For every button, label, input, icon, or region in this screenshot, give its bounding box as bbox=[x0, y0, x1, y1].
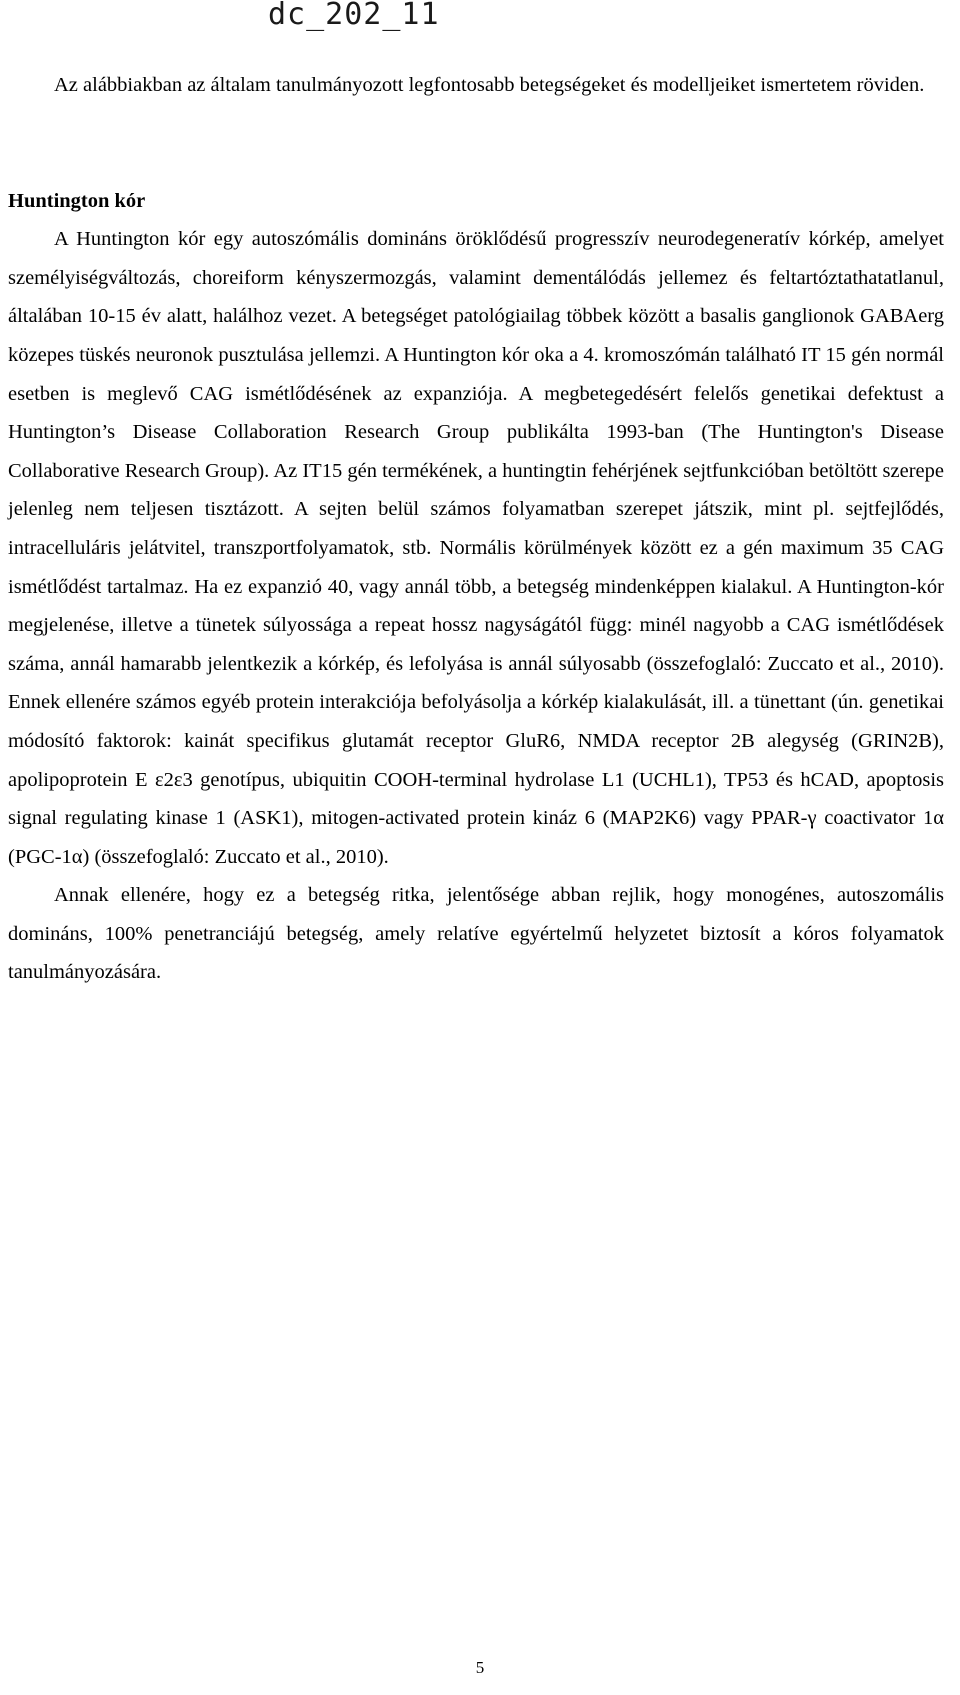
document-body bbox=[8, 66, 944, 992]
section-heading: Huntington kór bbox=[8, 189, 146, 212]
document-id-header: dc_202_11 bbox=[268, 0, 440, 32]
body-paragraph-2: Annak ellenére, hogy ez a betegség ritka, jelentősége abban rejlik, hogy monogénes, autoszomális domináns, 100% penetranciájú betegség, amely relatíve egyértelmű helyzetet biztosít a kóros folyamatok tanulmányozására. bbox=[8, 884, 944, 984]
intro-paragraph: Az alábbiakban az általam tanulmányozott legfontosabb betegségeket és modelljeiket ismertetem röviden. bbox=[54, 74, 925, 96]
page-number: 5 bbox=[475, 1658, 485, 1677]
body-paragraph-1: A Huntington kór egy autoszómális domináns öröklődésű progresszív neurodegeneratív kórkép, amelyet személyiségváltozás, choreiform kényszermozgás, valamint dementálódás jellemez és feltartóztathatatlanul, általában 10-15 év alatt, halálhoz vezet. A betegséget patológiailag többek között a basalis ganglionok GABAerg közepes tüskés neuronok pusztulása jellemzi. A Huntington kór oka a 4. kromoszómán található IT 15 gén normál esetben is meglevő CAG ismétlődésének az expanziója. A megbetegedésért felelős genetikai defektust a Huntington’s Disease Collaboration Research Group publikálta 1993-ban (The Huntington's Disease Collaborative Research Group). Az IT15 gén termékének, a huntingtin fehérjének sejtfunkcióban betöltött szerepe jelenleg nem teljesen tisztázott. A sejten belül számos folyamatban szerepet játszik, mint pl. sejtfejlődés, intracelluláris jelátvitel, transzportfolyamatok, stb. Normális körülmények között ez a gén maximum 35 CAG ismétlődést tartalmaz. Ha ez expanzió 40, vagy annál több, a betegség mindenképpen kialakul. A Huntington-kór megjelenése, illetve a tünetek súlyossága a repeat hossz nagyságától függ: minél nagyobb a CAG ismétlődések száma, annál hamarabb jelentkezik a kórkép, és lefolyása is annál súlyosabb (összefoglaló: Zuccato et al., 2010). Ennek ellenére számos egyéb protein interakciója befolyásolja a kórkép kialakulását, ill. a tünettant (ún. genetikai módosító faktorok: kainát specifikus glutamát receptor GluR6, NMDA receptor 2B alegység (GRIN2B), apolipoprotein E ε2ε3 genotípus, ubiquitin COOH-terminal hydrolase L1 (UCHL1), TP53 és hCAD, apoptosis signal regulating kinase 1 (ASK1), mitogen-activated protein kináz 6 (MAP2K6) vagy PPAR-γ coactivator 1α (PGC-1α) (összefoglaló: Zuccato et al., 2010). bbox=[8, 228, 944, 868]
section-spacer bbox=[8, 105, 944, 182]
